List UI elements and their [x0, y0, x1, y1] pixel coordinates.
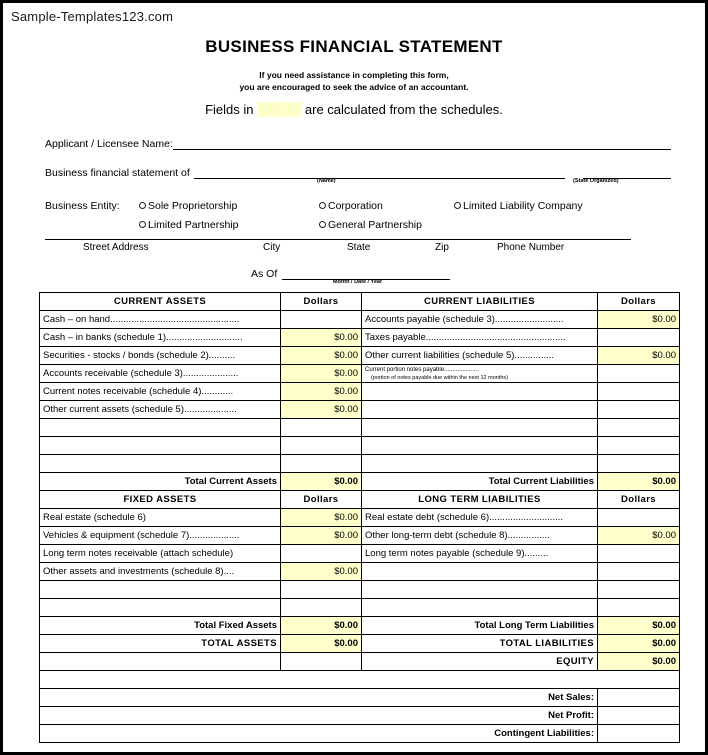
current-asset-value[interactable]: $0.00 [281, 347, 362, 365]
long-term-liability-value[interactable] [598, 563, 680, 581]
current-assets-header: CURRENT ASSETS [40, 293, 281, 311]
footer-value[interactable] [598, 707, 680, 725]
fixed-assets-header: FIXED ASSETS [40, 491, 281, 509]
long-term-liability-value[interactable] [598, 545, 680, 563]
totals-fixed-row [40, 617, 680, 635]
fixed-asset-label[interactable]: Other assets and investments (schedule 8).... [40, 563, 281, 581]
fixed-asset-value[interactable] [281, 581, 362, 599]
entity-option-label: Corporation [328, 199, 383, 212]
current-liability-label[interactable]: Taxes payable..................................................... [362, 329, 598, 347]
current-asset-label [40, 437, 281, 455]
assistance-note [3, 69, 705, 93]
applicant-name-label: Applicant / Licensee Name: [45, 138, 173, 150]
entity-row-1 [45, 196, 671, 215]
total-assets-value: $0.00 [281, 635, 362, 653]
table-header-row-2 [40, 491, 680, 509]
current-asset-value[interactable] [281, 437, 362, 455]
fixed-asset-label [40, 599, 281, 617]
current-liability-value[interactable] [598, 401, 680, 419]
total-current-assets-label: Total Current Assets [40, 473, 281, 491]
radio-icon[interactable] [319, 202, 326, 209]
fixed-asset-value[interactable] [281, 545, 362, 563]
footer-row [40, 725, 680, 743]
table-row [40, 581, 680, 599]
current-liability-value[interactable] [598, 419, 680, 437]
long-term-liability-label [362, 581, 598, 599]
table-row [40, 437, 680, 455]
footer-row [40, 707, 680, 725]
fixed-asset-label[interactable]: Long term notes receivable (attach schedule) [40, 545, 281, 563]
table-row [40, 329, 680, 347]
state-organized-sublabel: (State Organized) [573, 178, 619, 184]
table-row [40, 563, 680, 581]
current-asset-value[interactable]: $0.00 [281, 383, 362, 401]
radio-icon[interactable] [319, 221, 326, 228]
current-liability-label [362, 455, 598, 473]
totals-current-row [40, 473, 680, 491]
entity-option-label: Limited Liability Company [463, 199, 583, 212]
radio-icon[interactable] [139, 221, 146, 228]
long-term-liability-value[interactable] [598, 509, 680, 527]
total-long-term-liabilities-label: Total Long Term Liabilities [362, 617, 598, 635]
long-term-liability-value[interactable] [598, 599, 680, 617]
entity-option-label: General Partnership [328, 218, 422, 231]
name-sublabel: (Name) [317, 178, 336, 184]
dollars-header-left-2: Dollars [281, 491, 362, 509]
equity-label: EQUITY [362, 653, 598, 671]
fields-legend-highlight: yellow [257, 102, 301, 117]
total-current-assets-value: $0.00 [281, 473, 362, 491]
fixed-asset-label[interactable]: Vehicles & equipment (schedule 7)................... [40, 527, 281, 545]
fixed-asset-value[interactable] [281, 599, 362, 617]
current-liability-label[interactable]: Current portion notes payable..................... (portion of notes payable due within the next 12 months) [362, 365, 598, 383]
address-label-zip: Zip [435, 242, 449, 253]
total-current-liabilities-label: Total Current Liabilities [362, 473, 598, 491]
table-row [40, 545, 680, 563]
entity-option-general-partnership[interactable] [319, 219, 454, 231]
current-liability-label [362, 419, 598, 437]
address-labels [45, 242, 631, 256]
table-row [40, 347, 680, 365]
spacer-cell [40, 671, 680, 689]
as-of-label: As Of [251, 268, 278, 280]
statement-of-label: Business financial statement of [45, 167, 190, 179]
address-label-city: City [263, 242, 281, 253]
current-liability-value[interactable] [598, 365, 680, 383]
business-entity-group [45, 196, 671, 234]
current-liability-label [362, 437, 598, 455]
table-row [40, 365, 680, 383]
total-current-liabilities-value: $0.00 [598, 473, 680, 491]
current-asset-label [40, 419, 281, 437]
current-liabilities-header: CURRENT LIABILITIES [362, 293, 598, 311]
long-term-liability-label[interactable]: Long term notes payable (schedule 9)......... [362, 545, 598, 563]
current-asset-value[interactable] [281, 455, 362, 473]
long-term-liability-label [362, 563, 598, 581]
radio-icon[interactable] [139, 202, 146, 209]
page-title: BUSINESS FINANCIAL STATEMENT [205, 37, 503, 56]
current-liability-label [362, 401, 598, 419]
entity-option-corporation[interactable] [319, 200, 454, 212]
radio-icon[interactable] [454, 202, 461, 209]
fixed-asset-value[interactable]: $0.00 [281, 509, 362, 527]
current-liability-label [362, 383, 598, 401]
entity-row-2 [45, 215, 671, 234]
total-assets-liabilities-row [40, 635, 680, 653]
table-row [40, 527, 680, 545]
assistance-line-1: If you need assistance in completing this form, [259, 70, 449, 80]
entity-option-sole-proprietorship[interactable] [139, 200, 319, 212]
current-asset-label[interactable]: Current notes receivable (schedule 4)............ [40, 383, 281, 401]
table-row [40, 455, 680, 473]
address-rule [45, 239, 631, 240]
long-term-liability-label[interactable]: Other long-term debt (schedule 8)................ [362, 527, 598, 545]
address-label-phone: Phone Number [497, 242, 565, 253]
dollars-header-right-2: Dollars [598, 491, 680, 509]
watermark: Sample-Templates123.com [11, 9, 174, 24]
current-liability-value[interactable]: $0.00 [598, 311, 680, 329]
total-liabilities-value: $0.00 [598, 635, 680, 653]
identity-block [45, 137, 671, 188]
current-liability-label[interactable]: Other current liabilities (schedule 5)............... [362, 347, 598, 365]
applicant-name-row [45, 137, 671, 150]
entity-option-label: Sole Proprietorship [148, 199, 238, 212]
table-row [40, 311, 680, 329]
table-row [40, 599, 680, 617]
empty-cell [40, 653, 281, 671]
footer-label: Net Profit: [40, 707, 598, 725]
spacer-row [40, 671, 680, 689]
footer-value[interactable] [598, 689, 680, 707]
address-label-state: State [347, 242, 371, 253]
fixed-asset-label[interactable]: Real estate (schedule 6) [40, 509, 281, 527]
business-name-input[interactable] [194, 166, 565, 179]
table-row [40, 509, 680, 527]
fields-legend-prefix: Fields in [205, 102, 254, 117]
long-term-liability-label [362, 599, 598, 617]
footer-label: Net Sales: [40, 689, 598, 707]
current-liability-value[interactable]: $0.00 [598, 347, 680, 365]
current-asset-label[interactable]: Securities - stocks / bonds (schedule 2).......... [40, 347, 281, 365]
total-liabilities-label: TOTAL LIABILITIES [362, 635, 598, 653]
assistance-line-2: you are encouraged to seek the advice of an accountant. [239, 82, 469, 92]
table-header-row [40, 293, 680, 311]
current-asset-value[interactable]: $0.00 [281, 401, 362, 419]
applicant-name-input[interactable] [173, 137, 671, 150]
current-asset-label[interactable]: Accounts receivable (schedule 3)..................... [40, 365, 281, 383]
current-liability-value[interactable] [598, 455, 680, 473]
current-asset-label [40, 455, 281, 473]
total-long-term-liabilities-value: $0.00 [598, 617, 680, 635]
current-asset-value[interactable] [281, 419, 362, 437]
current-liability-value[interactable] [598, 383, 680, 401]
long-term-liabilities-header: LONG TERM LIABILITIES [362, 491, 598, 509]
current-asset-value[interactable]: $0.00 [281, 329, 362, 347]
table-row [40, 401, 680, 419]
current-asset-label[interactable]: Cash – in banks (schedule 1)............................. [40, 329, 281, 347]
entity-option-label: Limited Partnership [148, 218, 239, 231]
fixed-asset-label [40, 581, 281, 599]
as-of-sublabel: Month / Date / Year [333, 279, 383, 285]
address-label-street: Street Address [83, 242, 149, 253]
business-entity-label: Business Entity: [45, 199, 120, 212]
table-row [40, 419, 680, 437]
equity-row [40, 653, 680, 671]
current-asset-value[interactable] [281, 311, 362, 329]
dollars-header-right: Dollars [598, 293, 680, 311]
entity-option-limited-partnership[interactable] [139, 219, 319, 231]
equity-value: $0.00 [598, 653, 680, 671]
empty-cell [281, 653, 362, 671]
total-fixed-assets-label: Total Fixed Assets [40, 617, 281, 635]
current-asset-label[interactable]: Cash – on hand................................................. [40, 311, 281, 329]
fixed-asset-value[interactable]: $0.00 [281, 527, 362, 545]
current-asset-label[interactable]: Other current assets (schedule 5).................... [40, 401, 281, 419]
financial-table [39, 292, 680, 743]
current-liability-value[interactable] [598, 437, 680, 455]
fields-legend-suffix: are calculated from the schedules. [304, 102, 503, 117]
fixed-asset-value[interactable]: $0.00 [281, 563, 362, 581]
footer-label: Contingent Liabilities: [40, 725, 598, 743]
financial-table-wrap [39, 292, 679, 743]
long-term-liability-label[interactable]: Real estate debt (schedule 6)............................ [362, 509, 598, 527]
fields-legend [3, 102, 705, 117]
financial-table-body [40, 293, 680, 743]
current-asset-value[interactable]: $0.00 [281, 365, 362, 383]
entity-option-limited-liability-company[interactable] [454, 200, 583, 212]
current-liability-label[interactable]: Accounts payable (schedule 3).......................... [362, 311, 598, 329]
total-fixed-assets-value: $0.00 [281, 617, 362, 635]
statement-sublabels [45, 179, 671, 188]
total-assets-label: TOTAL ASSETS [40, 635, 281, 653]
footer-value[interactable] [598, 725, 680, 743]
long-term-liability-value[interactable]: $0.00 [598, 527, 680, 545]
long-term-liability-value[interactable] [598, 581, 680, 599]
footer-row [40, 689, 680, 707]
dollars-header-left: Dollars [281, 293, 362, 311]
current-liability-value[interactable] [598, 329, 680, 347]
table-row [40, 383, 680, 401]
